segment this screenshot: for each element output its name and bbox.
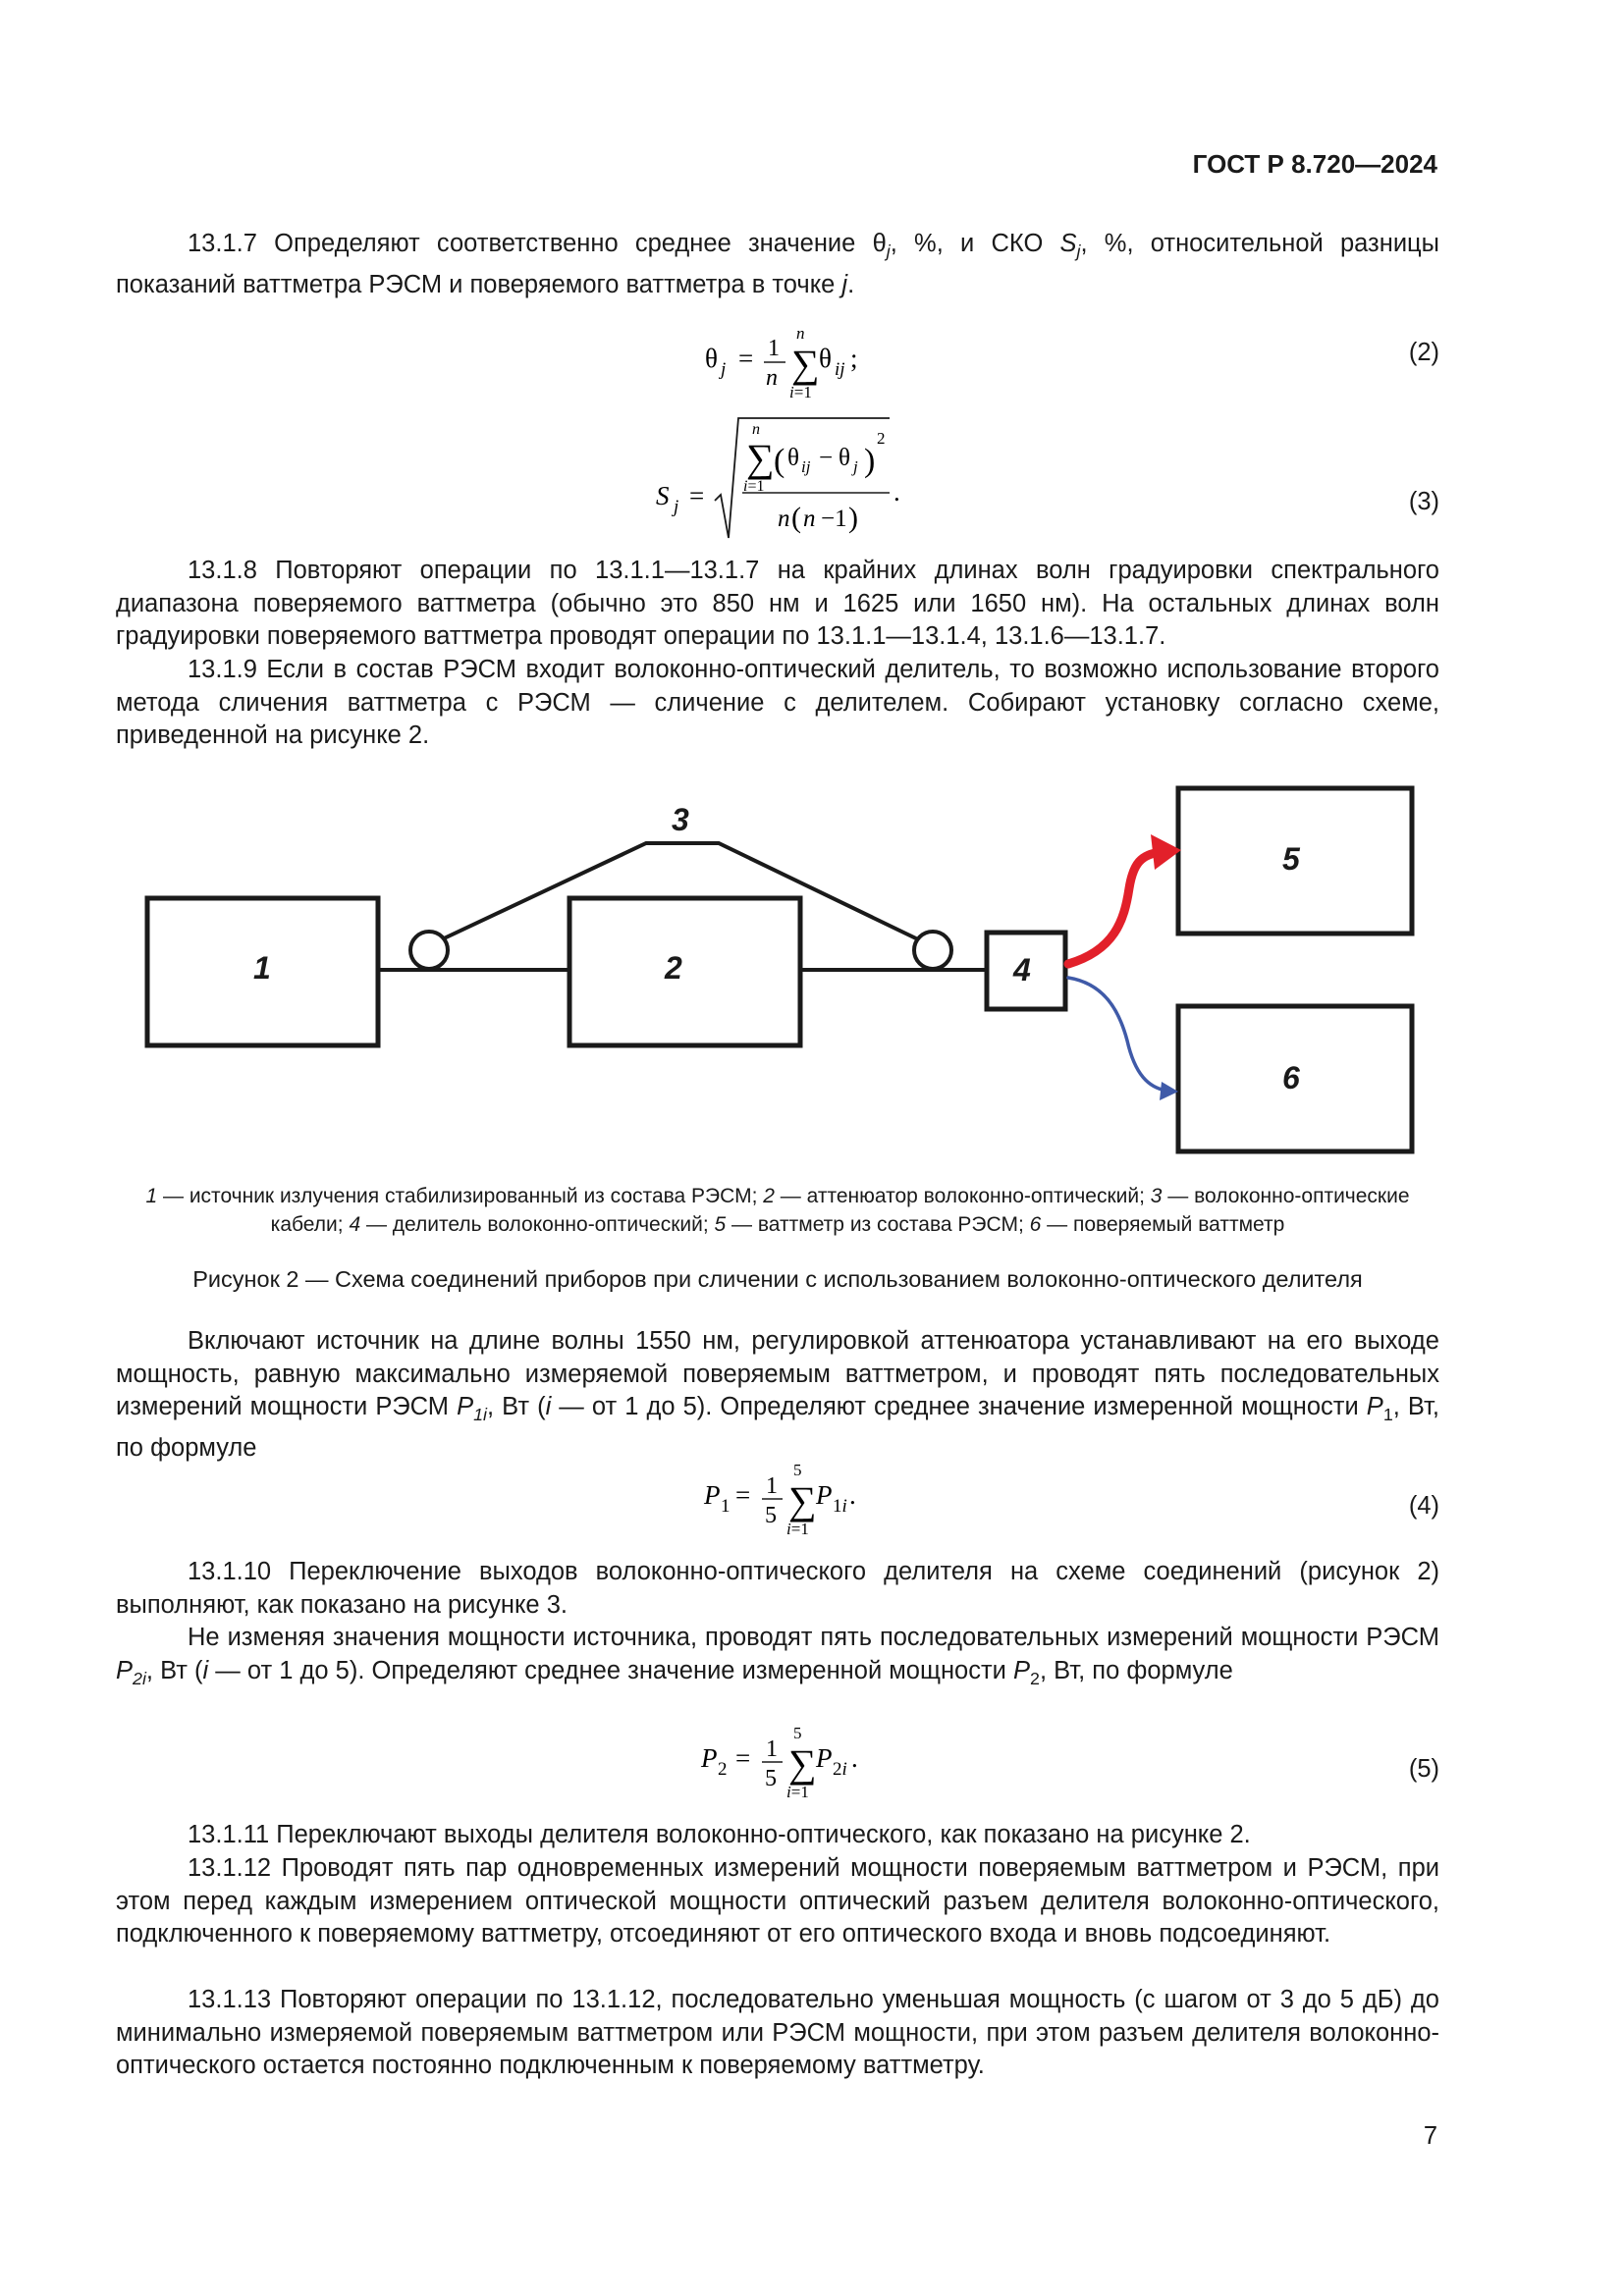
figure-legend: 1 — источник излучения стабилизированный из состава РЭСМ; 2 — аттенюатор волоконно-оптический; 3 — волоконно-оптические кабели; 4 — делитель волоконно-оптический; 5 — ваттметр из состава РЭСМ; 6 — поверяемый ваттметр	[145, 1185, 1410, 1236]
svg-text:∑: ∑	[788, 1741, 817, 1786]
svg-text:=: =	[689, 481, 705, 510]
svg-text:n: n	[796, 324, 805, 343]
label-2: 2	[665, 950, 682, 986]
formula-3-number: (3)	[1408, 488, 1439, 515]
svg-text:2i: 2i	[833, 1759, 847, 1780]
formula-5	[689, 1714, 886, 1802]
svg-text:−1: −1	[821, 506, 847, 532]
svg-text:(: (	[774, 443, 785, 479]
svg-text:=: =	[735, 1743, 751, 1773]
label-3: 3	[672, 802, 689, 837]
box-2-attenuator	[569, 898, 800, 1045]
paragraph-13-1-8: 13.1.8 Повторяют операции по 13.1.1—13.1.7 на крайних длинах волн градуировки спектрального диапазона поверяемого ваттметра (обычно это 850 нм и 1625 или 1650 нм). На остальных длинах волн градуировки поверяемого ваттметра проводят операции по 13.1.1—13.1.4, 13.1.6—13.1.7.	[116, 557, 1439, 650]
svg-text:∑: ∑	[746, 436, 775, 480]
blue-arrowhead	[1160, 1082, 1178, 1100]
svg-text:2: 2	[877, 429, 886, 448]
svg-text:ij: ij	[835, 359, 845, 380]
connector-right	[914, 932, 951, 969]
splitter-output-blue	[1068, 978, 1166, 1091]
svg-text:θ: θ	[705, 344, 718, 373]
paragraph-13-1-7: 13.1.7 Определяют соответственно среднее значение $\theta_j$, %, и СКО $S_j$, %, относительной разницы показаний ваттметра РЭСМ и поверяемого ваттметра в точке j.	[116, 230, 1439, 298]
svg-text:): )	[848, 502, 858, 534]
svg-text:5: 5	[793, 1724, 802, 1742]
connector-left	[410, 932, 448, 969]
svg-text:P: P	[816, 1480, 833, 1510]
paragraph-no-change: Не изменяя значения мощности источника, проводят пять последовательных измерений мощности РЭСМ $P_{2i}$, Вт (i — от 1 до 5). Определяют среднее значение измеренной мощности $P_2$, Вт, по формуле	[116, 1624, 1439, 1688]
svg-text:−: −	[819, 445, 834, 471]
figure-title: Рисунок 2 — Схема соединений приборов при сличении с использованием волоконно-оптического делителя	[192, 1266, 1363, 1292]
svg-text:1: 1	[768, 336, 780, 361]
label-6: 6	[1282, 1060, 1300, 1095]
svg-text:n: n	[752, 421, 760, 438]
svg-text:P: P	[816, 1743, 833, 1773]
formula-2-number: (2)	[1408, 339, 1439, 366]
svg-text:θ: θ	[819, 344, 832, 373]
svg-text:i=1: i=1	[789, 383, 812, 400]
svg-text:.: .	[849, 1480, 856, 1510]
svg-text:P: P	[704, 1480, 721, 1510]
svg-text:n: n	[803, 506, 816, 532]
svg-text:): )	[864, 443, 876, 479]
svg-text:S: S	[656, 481, 670, 510]
paragraph-13-1-9: 13.1.9 Если в состав РЭСМ входит волоконно-оптический делитель, то возможно использование второго метода сличения ваттметра с РЭСМ — сличение с делителем. Собирают установку согласно схеме, приведенной на рисунке 2.	[116, 656, 1439, 749]
svg-text:θ: θ	[787, 445, 799, 471]
svg-text:1: 1	[766, 1473, 778, 1499]
svg-text:j: j	[721, 359, 727, 380]
formula-4	[692, 1451, 889, 1539]
svg-text:θ: θ	[839, 445, 850, 471]
svg-text:(: (	[791, 502, 801, 534]
paragraph-13-1-11: 13.1.11 Переключают выходы делителя волоконно-оптического, как показано на рисунке 2.	[188, 1821, 1251, 1848]
svg-text:.: .	[893, 477, 900, 507]
svg-text:ij: ij	[801, 457, 811, 476]
document-id: ГОСТ Р 8.720—2024	[1192, 149, 1437, 179]
svg-text:2: 2	[718, 1759, 728, 1780]
splitter-output-red	[1068, 852, 1162, 964]
svg-text:∑: ∑	[791, 342, 820, 386]
paragraph-13-1-13: 13.1.13 Повторяют операции по 13.1.12, последовательно уменьшая мощность (с шагом от 3 до 5 дБ) до минимально измеряемой поверяемым ваттметром или РЭСМ мощности, при этом разъем делителя волоконно-оптического остается постоянно подключенным к поверяемому ваттметру.	[116, 1986, 1439, 2079]
label-1: 1	[253, 950, 271, 986]
svg-text:i=1: i=1	[786, 1520, 809, 1538]
svg-text:.: .	[851, 1743, 858, 1773]
svg-text:∑: ∑	[788, 1478, 817, 1522]
page-number: 7	[1423, 2122, 1437, 2150]
svg-text:1: 1	[721, 1496, 731, 1517]
svg-text:;: ;	[850, 344, 858, 373]
label-4: 4	[1013, 952, 1031, 988]
svg-text:=: =	[738, 344, 754, 373]
svg-text:5: 5	[793, 1461, 802, 1479]
label-5: 5	[1282, 841, 1300, 877]
paragraph-13-1-12: 13.1.12 Проводят пять пар одновременных измерений мощности поверяемым ваттметром и РЭСМ, при этом перед каждым измерением оптической мощности оптический разъем делителя волоконно-оптического, подключенного к поверяемому ваттметру, отсоединяют от его оптического входа и вновь подсоединяют.	[116, 1854, 1439, 1948]
paragraph-include-source: Включают источник на длине волны 1550 нм, регулировкой аттенюатора устанавливают на его выходе мощность, равную максимально измеряемой поверяемым ваттметром, и проводят пять последовательных измерений мощности РЭСМ $P_{1i}$, Вт (i — от 1 до 5). Определяют среднее значение измеренной мощности $P_1$, Вт, по формуле	[116, 1327, 1439, 1462]
svg-text:1: 1	[766, 1736, 778, 1762]
svg-text:n: n	[778, 506, 790, 532]
svg-text:5: 5	[765, 1503, 777, 1528]
svg-text:5: 5	[765, 1766, 777, 1791]
svg-text:j: j	[674, 497, 679, 517]
svg-text:P: P	[701, 1743, 718, 1773]
svg-text:1i: 1i	[833, 1496, 847, 1517]
svg-text:j: j	[853, 457, 858, 476]
svg-text:i=1: i=1	[743, 478, 765, 495]
svg-text:i=1: i=1	[786, 1783, 809, 1801]
svg-text:n: n	[766, 365, 778, 391]
paragraph-13-1-10: 13.1.10 Переключение выходов волоконно-оптического делителя на схеме соединений (рисунок 2) выполняют, как показано на рисунке 3.	[116, 1558, 1439, 1619]
svg-text:=: =	[735, 1480, 751, 1510]
formula-5-number: (5)	[1408, 1755, 1439, 1783]
formula-4-number: (4)	[1408, 1492, 1439, 1520]
